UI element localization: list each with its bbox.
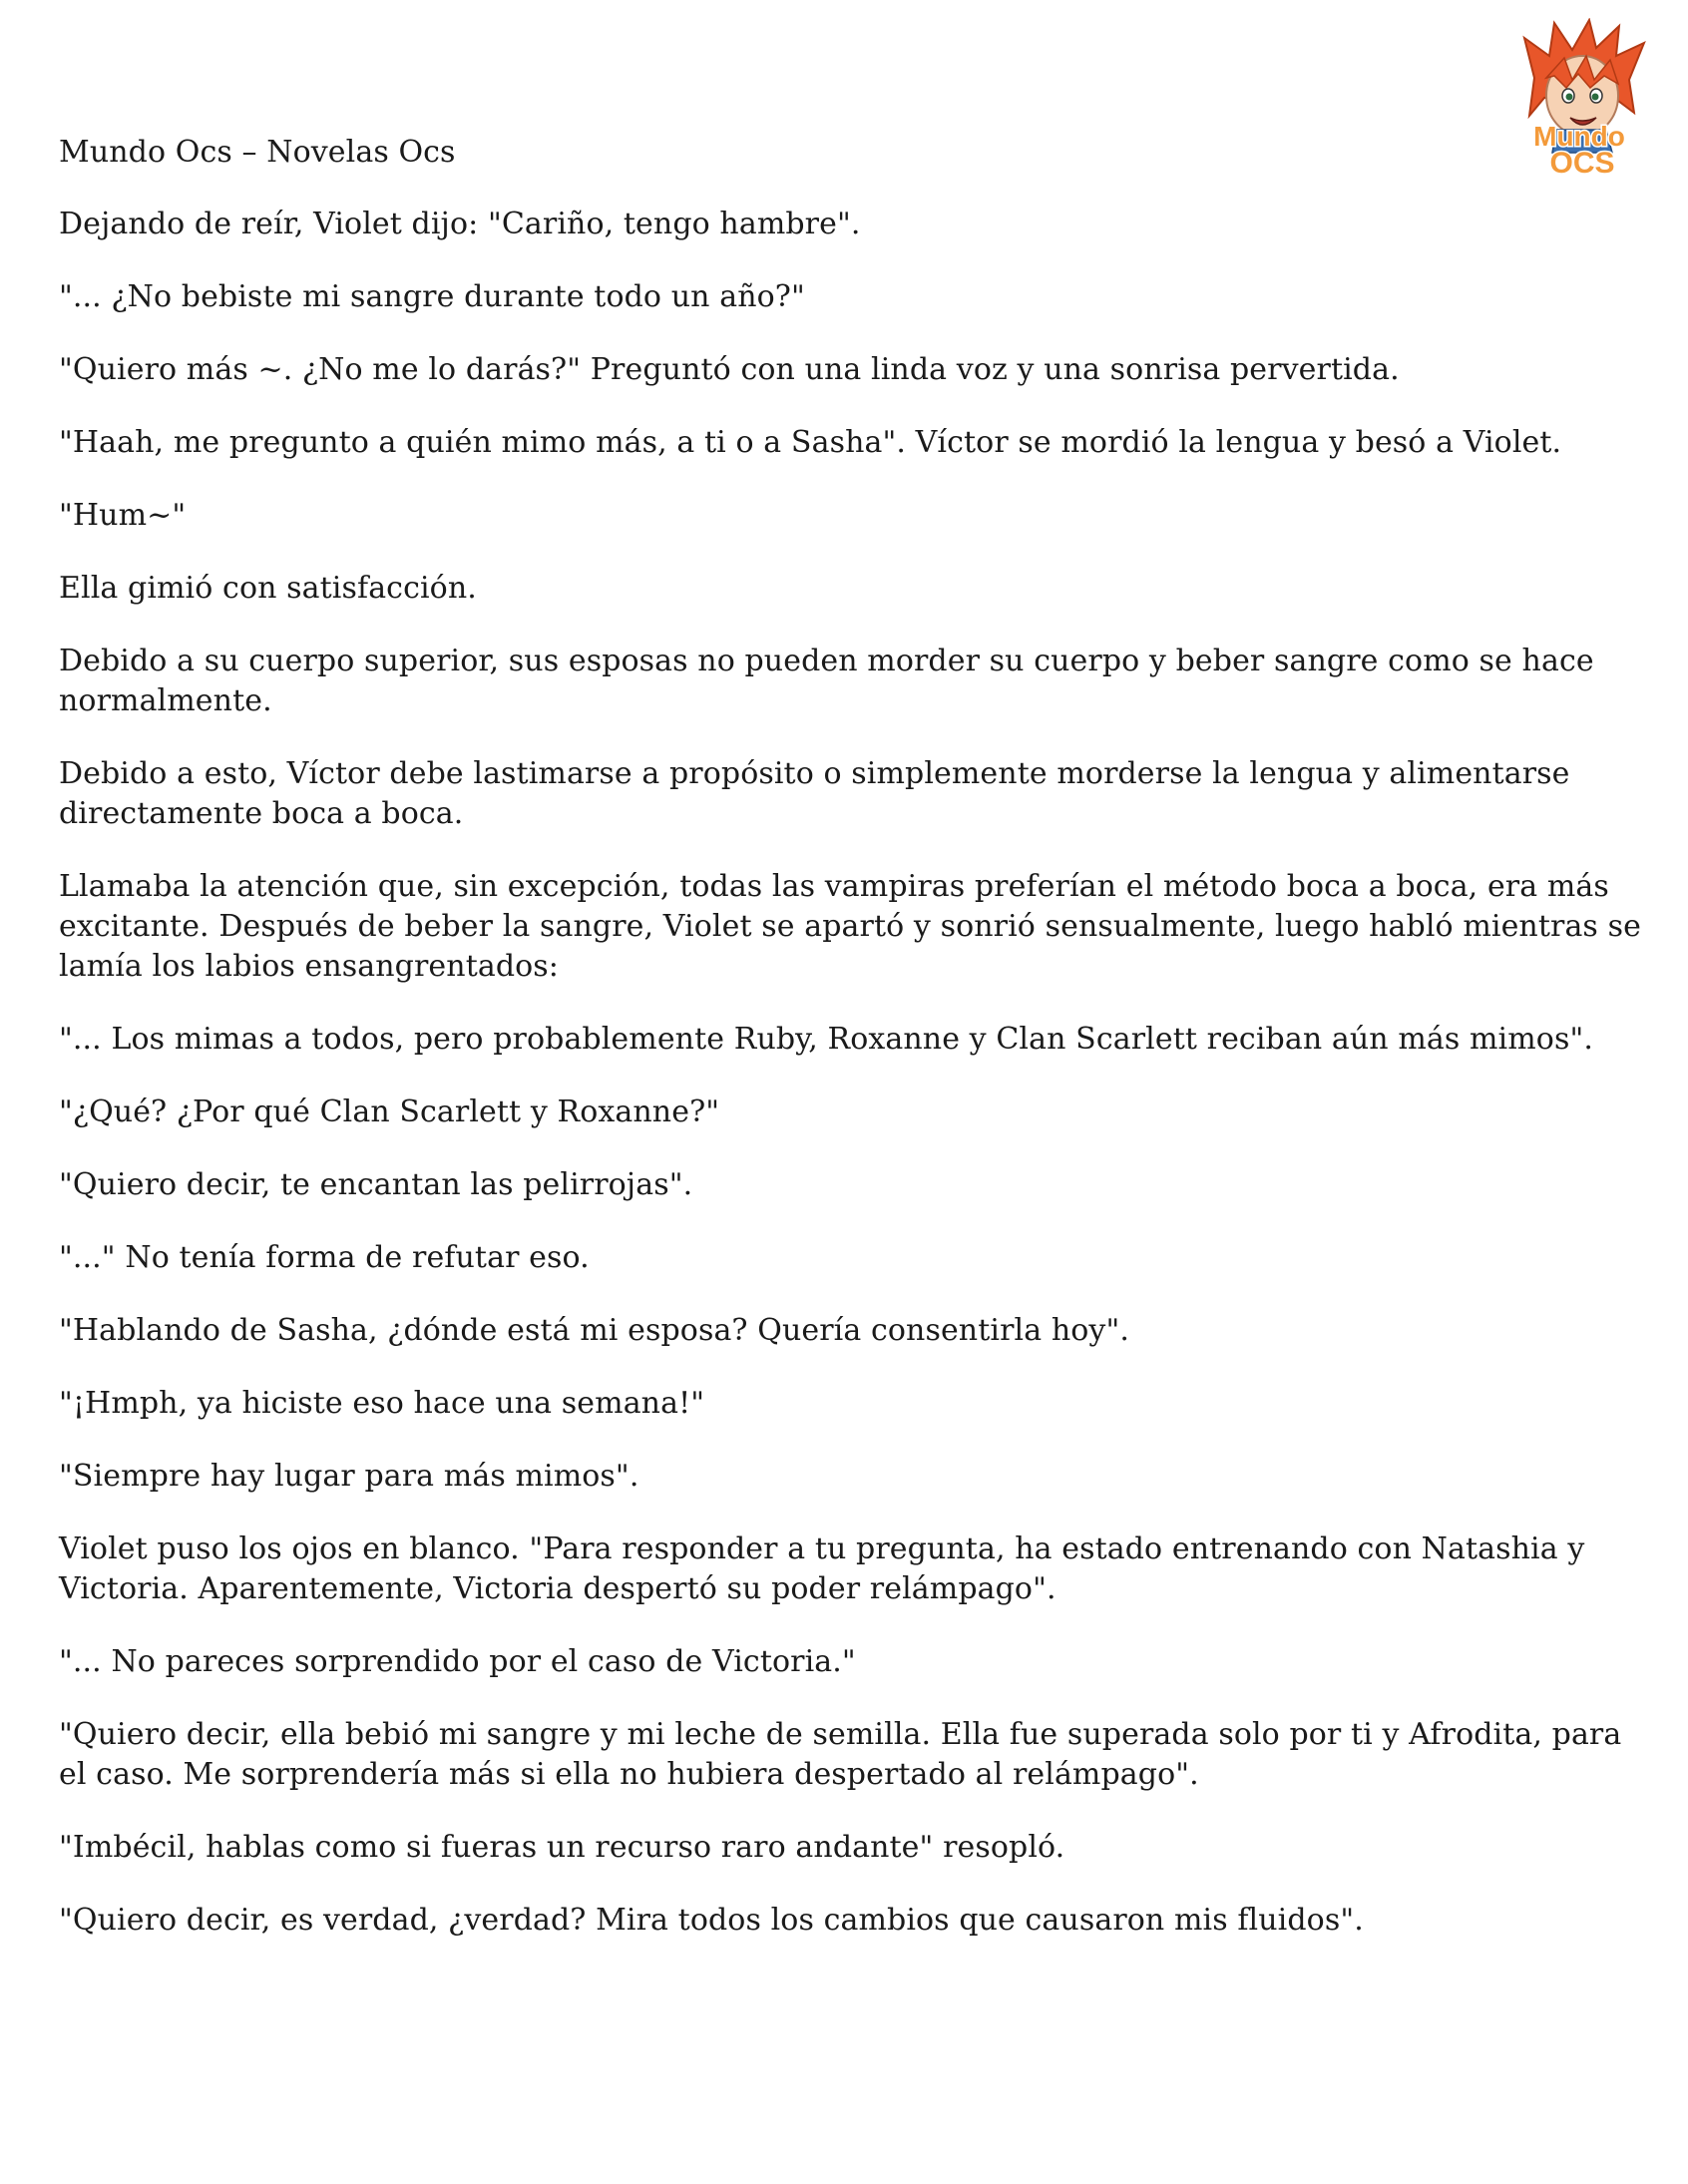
paragraph: Debido a esto, Víctor debe lastimarse a propósito o simplemente morderse la lengua y alimentarse directamente boca a boca. [59,756,1570,831]
paragraph: "... Los mimas a todos, pero probablemente Ruby, Roxanne y Clan Scarlett reciban aún más mimos". [59,1022,1593,1057]
paragraph: "... No pareces sorprendido por el caso de Victoria." [59,1644,856,1679]
paragraph: "..." No tenía forma de refutar eso. [59,1240,590,1275]
paragraph: "¡Hmph, ya hiciste eso hace una semana!" [59,1386,705,1421]
paragraph: "Haah, me pregunto a quién mimo más, a ti o a Sasha". Víctor se mordió la lengua y besó a Violet. [59,425,1562,460]
paragraph: "Imbécil, hablas como si fueras un recurso raro andante" resopló. [59,1830,1065,1865]
svg-text:Mundo: Mundo [1533,121,1625,152]
paragraph: Dejando de reír, Violet dijo: "Cariño, tengo hambre". [59,207,861,241]
paragraph: Llamaba la atención que, sin excepción, todas las vampiras preferían el método boca a boca, era más excitante. Después de beber la sangre, Violet se apartó y sonrió sensualmente, luego habló mientras se lamía los labios ensangrentados: [59,869,1641,984]
paragraph: "Siempre hay lugar para más mimos". [59,1459,639,1494]
paragraph: "Quiero más ~. ¿No me lo darás?" Preguntó con una linda voz y una sonrisa pervertida. [59,352,1400,387]
paragraph: Violet puso los ojos en blanco. "Para responder a tu pregunta, ha estado entrenando con Natashia y Victoria. Aparentemente, Victoria despertó su poder relámpago". [59,1531,1585,1606]
paragraph: "Hum~" [59,498,187,533]
paragraph: "Quiero decir, te encantan las pelirrojas". [59,1167,693,1202]
paragraph: Ella gimió con satisfacción. [59,571,477,606]
paragraph: "... ¿No bebiste mi sangre durante todo un año?" [59,279,805,314]
svg-text:OCS: OCS [1549,147,1615,178]
paragraph: Debido a su cuerpo superior, sus esposas no pueden morder su cuerpo y beber sangre como se hace normalmente. [59,644,1594,718]
paragraph: "Hablando de Sasha, ¿dónde está mi esposa? Quería consentirla hoy". [59,1313,1130,1348]
site-title: Mundo Ocs – Novelas Ocs [59,135,456,170]
story-text [59,205,1655,1941]
paragraph: "¿Qué? ¿Por qué Clan Scarlett y Roxanne?" [59,1094,720,1129]
paragraph: "Quiero decir, ella bebió mi sangre y mi leche de semilla. Ella fue superada solo por ti y Afrodita, para el caso. Me sorprendería más si ella no hubiera despertado al relámpago". [59,1717,1622,1792]
document-page [59,133,1655,1973]
paragraph: "Quiero decir, es verdad, ¿verdad? Mira todos los cambios que causaron mis fluidos". [59,1903,1364,1938]
